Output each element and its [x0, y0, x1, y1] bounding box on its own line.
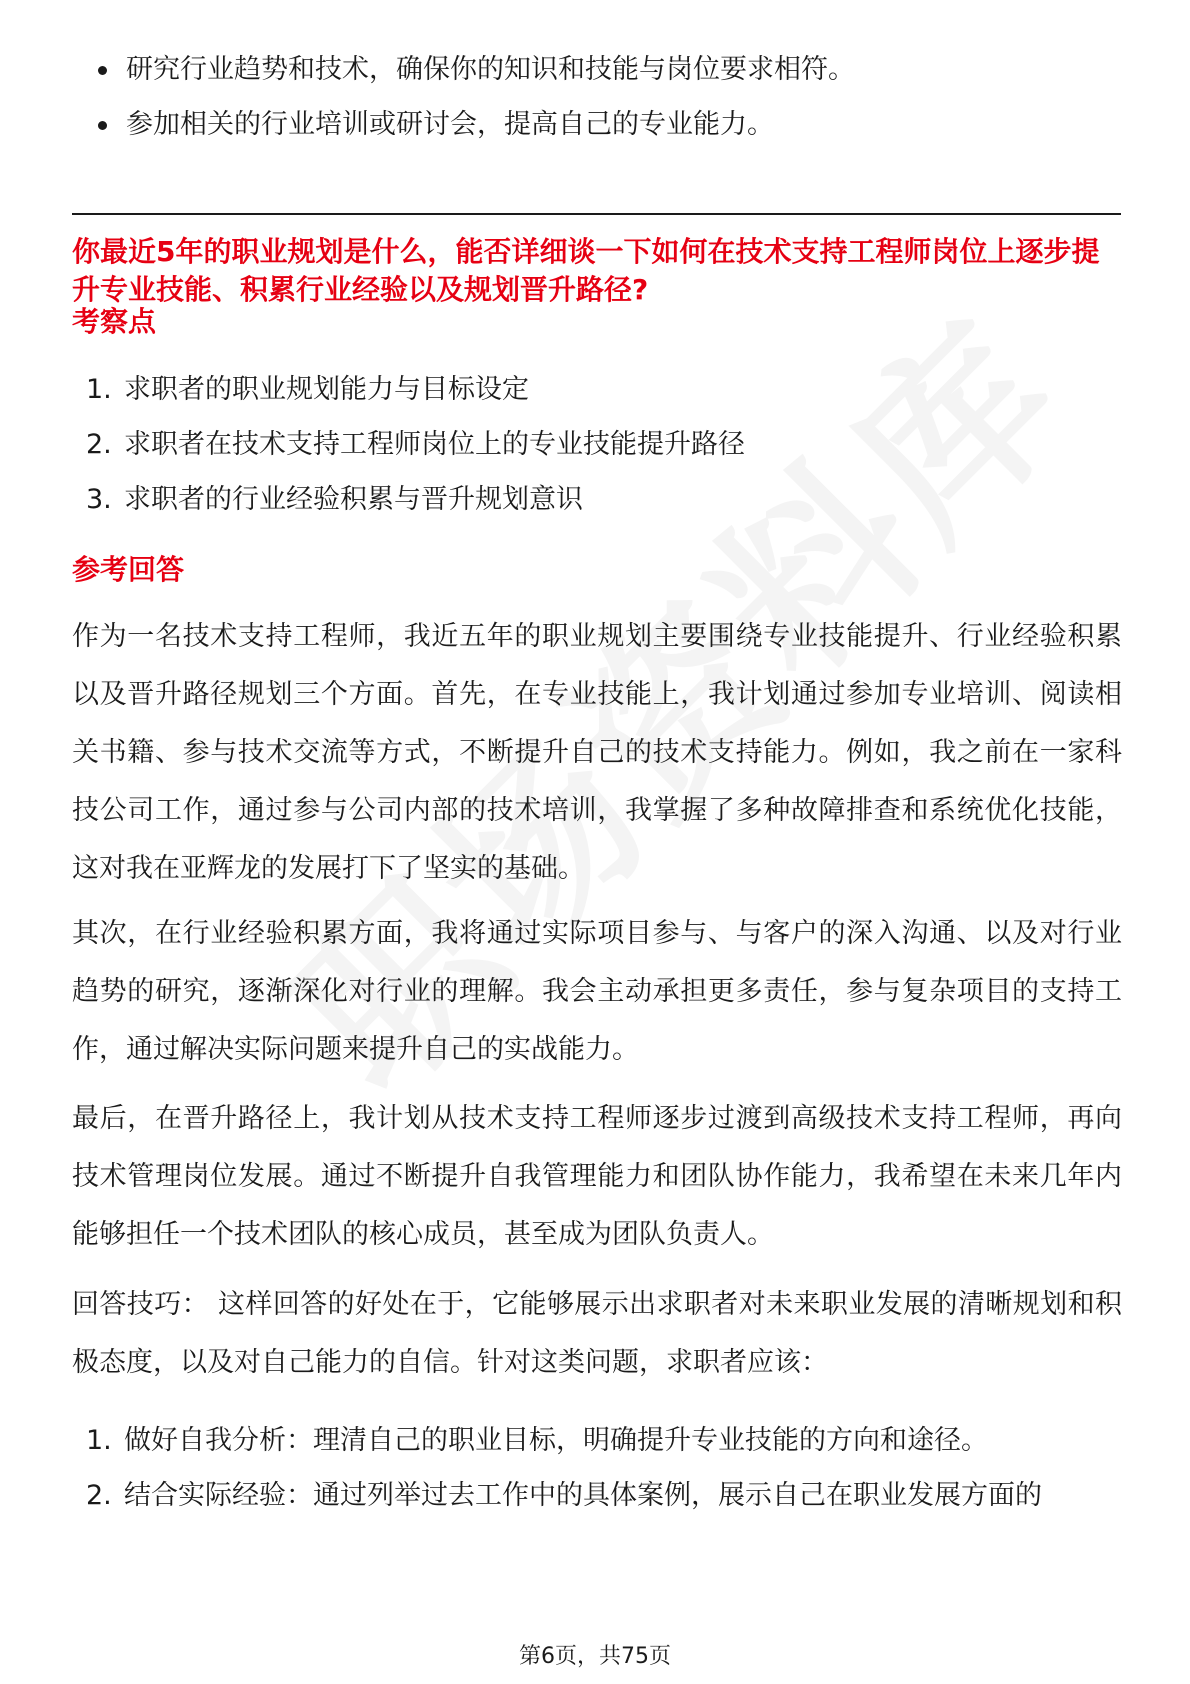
bullet-dot-icon [98, 66, 107, 75]
list-text: 做好自我分析：理清自己的职业目标，明确提升专业技能的方向和途径。 [124, 1425, 988, 1456]
list-number: 2. [86, 1480, 112, 1511]
section-divider [72, 213, 1121, 215]
list-item [86, 425, 745, 465]
bullet-text: 研究行业趋势和技术，确保你的知识和技能与岗位要求相符。 [126, 54, 855, 85]
list-text: 求职者的职业规划能力与目标设定 [124, 374, 529, 405]
list-text: 求职者的行业经验积累与晋升规划意识 [124, 484, 583, 515]
answer-tips-paragraph: 回答技巧： 这样回答的好处在于，它能够展示出求职者对未来职业发展的清晰规划和积极态度，以及对自己能力的自信。针对这类问题，求职者应该： [72, 1289, 1122, 1378]
bullet-dot-icon [98, 121, 107, 130]
list-number: 1. [86, 374, 112, 405]
list-item [86, 1476, 1042, 1516]
list-item [86, 370, 529, 410]
list-text: 求职者在技术支持工程师岗位上的专业技能提升路径 [124, 429, 745, 460]
exam-points-heading: 考察点 [72, 305, 157, 338]
list-item [86, 480, 583, 520]
bullet-text: 参加相关的行业培训或研讨会，提高自己的专业能力。 [126, 109, 774, 140]
page-number-footer: 第6页，共75页 [519, 1644, 671, 1669]
list-number: 1. [86, 1425, 112, 1456]
answer-paragraph: 最后，在晋升路径上，我计划从技术支持工程师逐步过渡到高级技术支持工程师，再向技术管理岗位发展。通过不断提升自我管理能力和团队协作能力，我希望在未来几年内能够担任一个技术团队的核心成员，甚至成为团队负责人。 [72, 1103, 1122, 1250]
question-heading: 你最近5年的职业规划是什么，能否详细谈一下如何在技术支持工程师岗位上逐步提升专业技能、积累行业经验以及规划晋升路径? [72, 235, 1100, 306]
list-text: 结合实际经验：通过列举过去工作中的具体案例，展示自己在职业发展方面的 [124, 1480, 1042, 1511]
list-item [86, 1421, 988, 1461]
list-number: 3. [86, 484, 112, 515]
answer-paragraph: 其次，在行业经验积累方面，我将通过实际项目参与、与客户的深入沟通、以及对行业趋势的研究，逐渐深化对行业的理解。我会主动承担更多责任，参与复杂项目的支持工作，通过解决实际问题来提升自己的实战能力。 [72, 918, 1122, 1065]
list-number: 2. [86, 429, 112, 460]
answer-paragraph: 作为一名技术支持工程师，我近五年的职业规划主要围绕专业技能提升、行业经验积累以及晋升路径规划三个方面。首先，在专业技能上，我计划通过参加专业培训、阅读相关书籍、参与技术交流等方式，不断提升自己的技术支持能力。例如，我之前在一家科技公司工作，通过参与公司内部的技术培训，我掌握了多种故障排查和系统优化技能，这对我在亚辉龙的发展打下了坚实的基础。 [72, 621, 1122, 884]
reference-answer-heading: 参考回答 [72, 553, 185, 586]
